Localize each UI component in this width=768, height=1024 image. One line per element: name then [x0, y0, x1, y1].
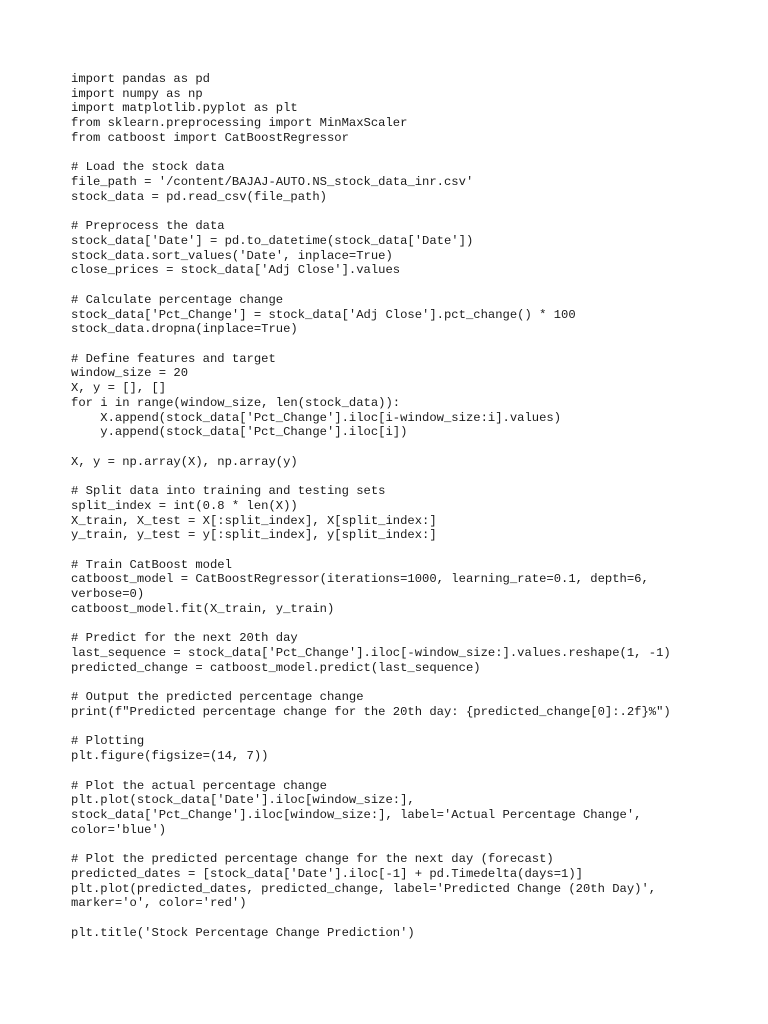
code-line: import matplotlib.pyplot as plt	[71, 101, 298, 116]
code-line	[71, 720, 731, 735]
code-line	[71, 278, 731, 293]
code-line	[71, 617, 731, 632]
code-line: from sklearn.preprocessing import MinMaxScaler	[71, 116, 408, 131]
code-line: # Train CatBoost model	[71, 557, 232, 572]
code-line: import pandas as pd	[71, 72, 210, 86]
code-line: # Plotting	[71, 734, 145, 749]
code-line: X.append(stock_data['Pct_Change'].iloc[i-window_size:i].values)	[71, 410, 562, 425]
code-line: color='blue')	[71, 822, 167, 837]
code-block	[71, 72, 731, 940]
code-line: file_path = '/content/BAJAJ-AUTO.NS_stock_data_inr.csv'	[71, 175, 474, 190]
code-line: y.append(stock_data['Pct_Change'].iloc[i])	[71, 425, 408, 440]
code-line: # Predict for the next 20th day	[71, 631, 298, 646]
code-line: # Plot the predicted percentage change for the next day (forecast)	[71, 852, 554, 867]
code-line: import numpy as np	[71, 86, 203, 101]
code-line	[71, 675, 731, 690]
code-line: # Plot the actual percentage change	[71, 778, 327, 793]
code-line: close_prices = stock_data['Adj Close'].values	[71, 263, 401, 278]
code-line	[71, 440, 731, 455]
code-line: X, y = [], []	[71, 381, 167, 396]
code-line: from catboost import CatBoostRegressor	[71, 130, 349, 145]
code-line: plt.plot(stock_data['Date'].iloc[window_size:],	[71, 793, 415, 808]
code-line: verbose=0)	[71, 587, 145, 602]
code-line: for i in range(window_size, len(stock_data)):	[71, 395, 401, 410]
code-line: split_index = int(0.8 * len(X))	[71, 498, 298, 513]
code-line: X_train, X_test = X[:split_index], X[split_index:]	[71, 513, 437, 528]
code-line: # Preprocess the data	[71, 219, 225, 234]
code-line: stock_data.dropna(inplace=True)	[71, 322, 298, 337]
code-line: marker='o', color='red')	[71, 896, 247, 911]
code-line: stock_data['Pct_Change'].iloc[window_size:], label='Actual Percentage Change',	[71, 807, 642, 822]
code-line: # Calculate percentage change	[71, 292, 284, 307]
code-line	[71, 911, 731, 926]
code-line: # Load the stock data	[71, 160, 225, 175]
code-line: catboost_model.fit(X_train, y_train)	[71, 601, 335, 616]
code-line	[71, 837, 731, 852]
code-line: stock_data['Date'] = pd.to_datetime(stock_data['Date'])	[71, 233, 474, 248]
code-line: # Define features and target	[71, 351, 276, 366]
code-line: # Output the predicted percentage change	[71, 690, 364, 705]
code-line: plt.title('Stock Percentage Change Prediction')	[71, 925, 415, 940]
code-line: stock_data = pd.read_csv(file_path)	[71, 189, 327, 204]
code-line	[71, 337, 731, 352]
code-line	[71, 204, 731, 219]
code-line: predicted_dates = [stock_data['Date'].iloc[-1] + pd.Timedelta(days=1)]	[71, 866, 583, 881]
code-line: y_train, y_test = y[:split_index], y[split_index:]	[71, 528, 437, 543]
code-line: # Split data into training and testing sets	[71, 484, 386, 499]
code-line: predicted_change = catboost_model.predict(last_sequence)	[71, 660, 481, 675]
code-line: last_sequence = stock_data['Pct_Change'].iloc[-window_size:].values.reshape(1, -1)	[71, 646, 671, 661]
code-line	[71, 764, 731, 779]
code-line: catboost_model = CatBoostRegressor(iterations=1000, learning_rate=0.1, depth=6,	[71, 572, 649, 587]
code-line: plt.plot(predicted_dates, predicted_change, label='Predicted Change (20th Day)',	[71, 881, 657, 896]
code-line: stock_data.sort_values('Date', inplace=True)	[71, 248, 393, 263]
code-line: X, y = np.array(X), np.array(y)	[71, 454, 298, 469]
code-line: plt.figure(figsize=(14, 7))	[71, 749, 269, 764]
code-line	[71, 469, 731, 484]
code-line	[71, 543, 731, 558]
code-line	[71, 146, 731, 161]
code-line: window_size = 20	[71, 366, 189, 381]
code-line: stock_data['Pct_Change'] = stock_data['Adj Close'].pct_change() * 100	[71, 307, 576, 322]
code-line: print(f"Predicted percentage change for the 20th day: {predicted_change[0]:.2f}%")	[71, 704, 671, 719]
